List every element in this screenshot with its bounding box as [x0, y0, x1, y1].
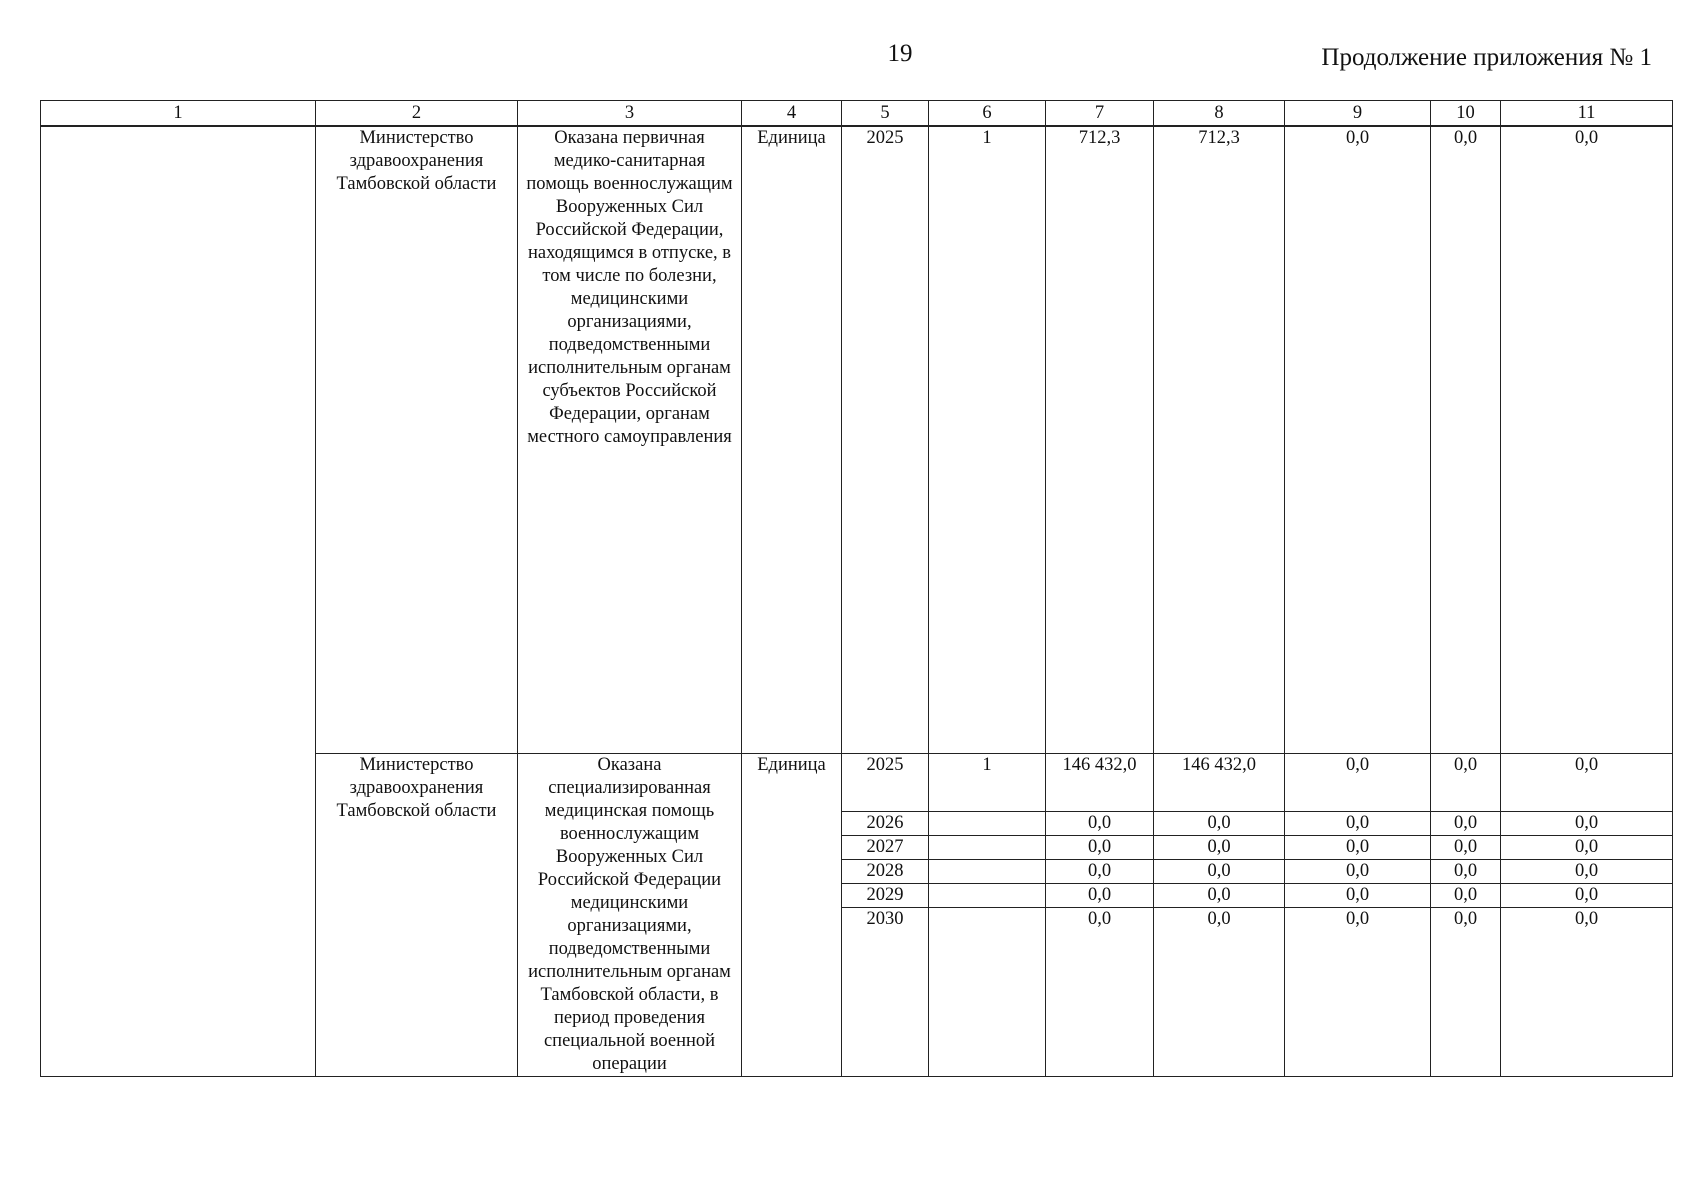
value-cell-11: 0,0	[1501, 835, 1673, 859]
column-header-6: 6	[929, 101, 1046, 127]
value-cell-7: 0,0	[1046, 811, 1154, 835]
column-header-3: 3	[518, 101, 742, 127]
column-header-1: 1	[41, 101, 316, 127]
table-row	[41, 126, 1673, 754]
value-cell-9: 0,0	[1285, 811, 1431, 835]
block1-value-9: 0,0	[1285, 126, 1431, 754]
empty-cell	[41, 126, 316, 1077]
block1-year: 2025	[842, 126, 929, 754]
block1-value-11: 0,0	[1501, 126, 1673, 754]
value-cell-8: 0,0	[1154, 859, 1285, 883]
value-cell-10: 0,0	[1431, 859, 1501, 883]
value-cell-8: 146 432,0	[1154, 754, 1285, 812]
page-caption: Продолжение приложения № 1	[1321, 44, 1652, 71]
column-header-8: 8	[1154, 101, 1285, 127]
value-cell-8: 0,0	[1154, 835, 1285, 859]
year-cell: 2029	[842, 884, 929, 908]
year-cell: 2026	[842, 811, 929, 835]
year-cell: 2028	[842, 859, 929, 883]
page-number: 19	[887, 40, 913, 67]
count-cell	[929, 884, 1046, 908]
column-header-9: 9	[1285, 101, 1431, 127]
value-cell-8: 0,0	[1154, 811, 1285, 835]
block1-value-8: 712,3	[1154, 126, 1285, 754]
count-cell	[929, 835, 1046, 859]
column-header-4: 4	[742, 101, 842, 127]
block1-value-10: 0,0	[1431, 126, 1501, 754]
value-cell-11: 0,0	[1501, 908, 1673, 1077]
value-cell-11: 0,0	[1501, 859, 1673, 883]
block1-value-7: 712,3	[1046, 126, 1154, 754]
value-cell-7: 146 432,0	[1046, 754, 1154, 812]
column-header-7: 7	[1046, 101, 1154, 127]
value-cell-11: 0,0	[1501, 754, 1673, 812]
count-cell	[929, 811, 1046, 835]
column-header-2: 2	[316, 101, 518, 127]
year-cell: 2027	[842, 835, 929, 859]
value-cell-9: 0,0	[1285, 754, 1431, 812]
header-row	[41, 101, 1673, 127]
block1-executor: Министерство здравоохранения Тамбовской области	[316, 126, 518, 754]
column-header-11: 11	[1501, 101, 1673, 127]
column-header-5: 5	[842, 101, 929, 127]
block1-unit: Единица	[742, 126, 842, 754]
data-table	[40, 100, 1673, 1077]
value-cell-11: 0,0	[1501, 884, 1673, 908]
count-cell: 1	[929, 754, 1046, 812]
value-cell-9: 0,0	[1285, 859, 1431, 883]
block1-count: 1	[929, 126, 1046, 754]
value-cell-10: 0,0	[1431, 835, 1501, 859]
value-cell-7: 0,0	[1046, 908, 1154, 1077]
value-cell-7: 0,0	[1046, 859, 1154, 883]
value-cell-10: 0,0	[1431, 811, 1501, 835]
block2-result: Оказана специализированная медицинская помощь военнослужащим Вооруженных Сил Российской Федерации медицинскими организациями, подведомственными исполнительным органам Тамбовской области, в период проведения специальной военной операции	[518, 754, 742, 1077]
value-cell-8: 0,0	[1154, 884, 1285, 908]
value-cell-10: 0,0	[1431, 754, 1501, 812]
value-cell-9: 0,0	[1285, 908, 1431, 1077]
value-cell-10: 0,0	[1431, 884, 1501, 908]
value-cell-7: 0,0	[1046, 884, 1154, 908]
year-cell: 2025	[842, 754, 929, 812]
value-cell-7: 0,0	[1046, 835, 1154, 859]
value-cell-9: 0,0	[1285, 884, 1431, 908]
value-cell-10: 0,0	[1431, 908, 1501, 1077]
value-cell-8: 0,0	[1154, 908, 1285, 1077]
value-cell-9: 0,0	[1285, 835, 1431, 859]
count-cell	[929, 859, 1046, 883]
block2-unit: Единица	[742, 754, 842, 1077]
block2-executor: Министерство здравоохранения Тамбовской области	[316, 754, 518, 1077]
count-cell	[929, 908, 1046, 1077]
value-cell-11: 0,0	[1501, 811, 1673, 835]
block1-result: Оказана первичная медико-санитарная помощь военнослужащим Вооруженных Сил Российской Федерации, находящимся в отпуске, в том числе по болезни, медицинскими организациями, подведомственными исполнительным органам субъектов Российской Федерации, органам местного самоуправления	[518, 126, 742, 754]
column-header-10: 10	[1431, 101, 1501, 127]
year-cell: 2030	[842, 908, 929, 1077]
